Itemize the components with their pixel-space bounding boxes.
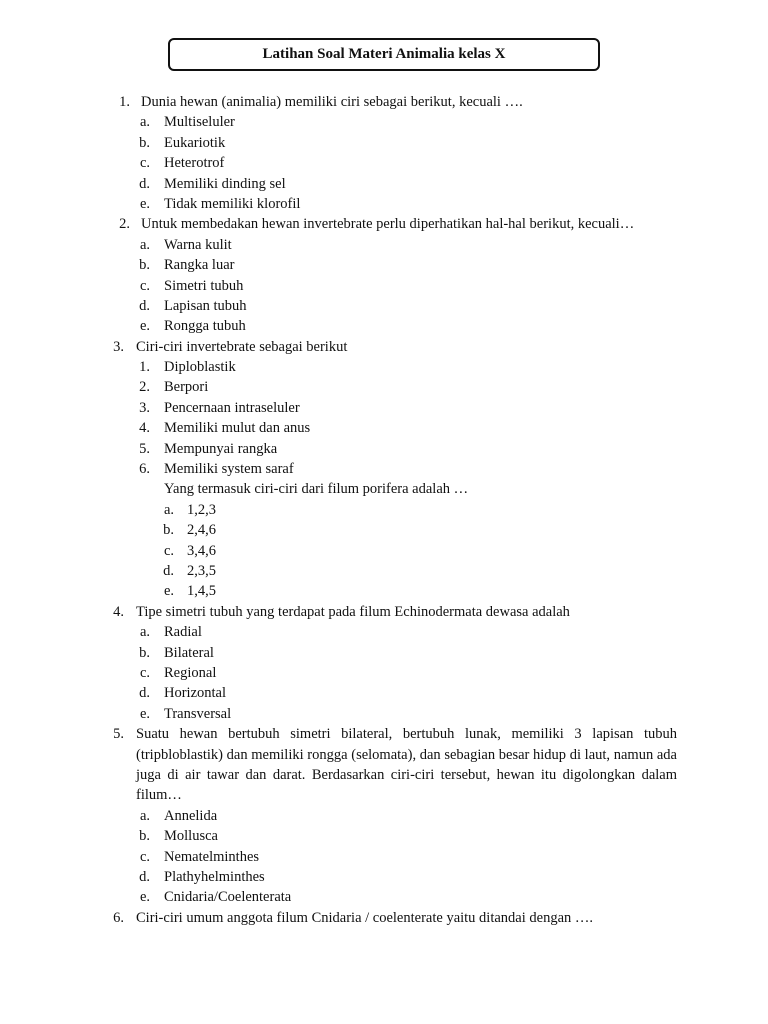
option-label: a. bbox=[139, 624, 150, 641]
option-label: a. bbox=[139, 114, 150, 131]
question-1 bbox=[0, 92, 768, 214]
option-text: Warna kulit bbox=[164, 236, 232, 253]
statement-text: Diploblastik bbox=[164, 359, 236, 376]
statement-item bbox=[0, 377, 768, 397]
option-label: d. bbox=[139, 685, 150, 702]
option-label: b. bbox=[139, 828, 150, 845]
option-label: e. bbox=[139, 318, 150, 335]
option-label: b. bbox=[163, 522, 174, 539]
option-text: 2,3,5 bbox=[187, 562, 216, 579]
option-text: 3,4,6 bbox=[187, 542, 216, 559]
question-number: 2. bbox=[119, 216, 130, 233]
statement-label: 2. bbox=[139, 379, 150, 396]
question-6 bbox=[0, 908, 768, 928]
question-2 bbox=[0, 214, 768, 336]
statement-item bbox=[0, 357, 768, 377]
page-title bbox=[168, 38, 600, 71]
statement-label: 1. bbox=[139, 359, 150, 376]
option-label: e. bbox=[139, 705, 150, 722]
option-item bbox=[0, 133, 768, 153]
option-label: c. bbox=[139, 664, 150, 681]
option-text: Plathyhelminthes bbox=[164, 868, 265, 885]
option-item bbox=[0, 174, 768, 194]
option-label: a. bbox=[139, 236, 150, 253]
option-label: b. bbox=[139, 644, 150, 661]
statement-text: Memiliki system saraf bbox=[164, 461, 294, 478]
question-number: 6. bbox=[113, 909, 124, 926]
question-text: Suatu hewan bertubuh simetri bilateral, bertubuh lunak, memiliki 3 lapisan tubuh (tripbloblastik) dan memiliki rongga (selomata), dan sebagian besar hidup di laut, namun ada juga di air tawar dan darat. Berdasarkan ciri-ciri tersebut, hewan itu digolongkan dalam filum… bbox=[136, 726, 677, 804]
option-item bbox=[0, 561, 768, 581]
question-5 bbox=[0, 724, 768, 908]
question-number: 1. bbox=[119, 94, 130, 110]
option-label: c. bbox=[139, 848, 150, 865]
option-item bbox=[0, 235, 768, 255]
option-item bbox=[0, 296, 768, 316]
statement-text: Pencernaan intraseluler bbox=[164, 399, 300, 416]
option-item bbox=[0, 806, 768, 826]
option-label: c. bbox=[139, 277, 150, 294]
option-text: Tidak memiliki klorofil bbox=[164, 195, 301, 212]
question-number: 4. bbox=[113, 603, 124, 620]
option-text: Lapisan tubuh bbox=[164, 297, 247, 314]
option-item bbox=[0, 316, 768, 336]
option-text: Mollusca bbox=[164, 828, 218, 845]
option-label: c. bbox=[163, 542, 174, 559]
option-item bbox=[0, 643, 768, 663]
page-title-text: Latihan Soal Materi Animalia kelas X bbox=[262, 46, 506, 62]
option-text: Rongga tubuh bbox=[164, 318, 246, 335]
option-item bbox=[0, 153, 768, 173]
question-text: Untuk membedakan hewan invertebrate perlu diperhatikan hal-hal berikut, kecuali… bbox=[141, 216, 635, 233]
option-item bbox=[0, 276, 768, 296]
option-text: Multiseluler bbox=[164, 114, 235, 131]
option-label: a. bbox=[139, 807, 150, 824]
option-text: Rangka luar bbox=[164, 257, 235, 274]
option-item bbox=[0, 847, 768, 867]
option-text: Cnidaria/Coelenterata bbox=[164, 889, 292, 906]
option-text: Bilateral bbox=[164, 644, 214, 661]
option-text: Annelida bbox=[164, 807, 218, 824]
option-text: 1,4,5 bbox=[187, 583, 216, 600]
option-text: Transversal bbox=[164, 705, 232, 722]
option-item bbox=[0, 500, 768, 520]
option-label: e. bbox=[163, 583, 174, 600]
option-item bbox=[0, 704, 768, 724]
option-item bbox=[0, 194, 768, 214]
question-stem bbox=[0, 214, 768, 234]
question-stem bbox=[0, 337, 768, 357]
option-text: 2,4,6 bbox=[187, 522, 216, 539]
option-text: Nematelminthes bbox=[164, 848, 260, 865]
option-item bbox=[0, 622, 768, 642]
statement-label: 3. bbox=[139, 399, 150, 416]
question-stem bbox=[0, 908, 768, 928]
statement-item bbox=[0, 439, 768, 459]
option-label: d. bbox=[139, 297, 150, 314]
option-item bbox=[0, 887, 768, 907]
option-label: e. bbox=[139, 195, 150, 212]
option-item bbox=[0, 663, 768, 683]
option-item bbox=[0, 112, 768, 132]
question-number: 5. bbox=[113, 726, 124, 743]
question-stem bbox=[0, 92, 768, 112]
option-label: c. bbox=[139, 155, 150, 172]
question-text: Ciri-ciri invertebrate sebagai berikut bbox=[136, 338, 348, 355]
option-text: Eukariotik bbox=[164, 134, 226, 151]
option-text: Simetri tubuh bbox=[164, 277, 244, 294]
option-text: Memiliki dinding sel bbox=[164, 175, 286, 192]
option-text: Regional bbox=[164, 664, 217, 681]
prompt-text: Yang termasuk ciri-ciri dari filum porifera adalah … bbox=[164, 481, 469, 498]
question-prompt bbox=[0, 479, 768, 499]
statement-label: 4. bbox=[139, 420, 150, 437]
option-item bbox=[0, 255, 768, 275]
option-label: e. bbox=[139, 889, 150, 906]
statement-item bbox=[0, 398, 768, 418]
statement-item bbox=[0, 418, 768, 438]
question-list bbox=[0, 92, 768, 928]
option-text: Horizontal bbox=[164, 685, 227, 702]
option-label: d. bbox=[139, 868, 150, 885]
option-item bbox=[0, 541, 768, 561]
option-label: d. bbox=[139, 175, 150, 192]
statement-text: Mempunyai rangka bbox=[164, 440, 278, 457]
option-item bbox=[0, 520, 768, 540]
statement-text: Berpori bbox=[164, 379, 209, 396]
option-item bbox=[0, 826, 768, 846]
option-text: 1,2,3 bbox=[187, 501, 216, 518]
question-number: 3. bbox=[113, 338, 124, 355]
question-text: Tipe simetri tubuh yang terdapat pada filum Echinodermata dewasa adalah bbox=[136, 603, 570, 620]
question-stem bbox=[0, 724, 768, 806]
statement-label: 6. bbox=[139, 461, 150, 478]
question-3 bbox=[0, 337, 768, 602]
option-item bbox=[0, 683, 768, 703]
question-text: Ciri-ciri umum anggota filum Cnidaria / coelenterate yaitu ditandai dengan …. bbox=[136, 909, 594, 926]
option-text: Heterotrof bbox=[164, 155, 225, 172]
option-label: a. bbox=[163, 501, 174, 518]
question-stem bbox=[0, 602, 768, 622]
statement-text: Memiliki mulut dan anus bbox=[164, 420, 311, 437]
option-item bbox=[0, 867, 768, 887]
option-label: b. bbox=[139, 134, 150, 151]
question-text: Dunia hewan (animalia) memiliki ciri sebagai berikut, kecuali …. bbox=[141, 94, 523, 110]
option-text: Radial bbox=[164, 624, 202, 641]
option-item bbox=[0, 581, 768, 601]
statement-label: 5. bbox=[139, 440, 150, 457]
option-label: b. bbox=[139, 257, 150, 274]
option-label: d. bbox=[163, 562, 174, 579]
statement-item bbox=[0, 459, 768, 479]
question-4 bbox=[0, 602, 768, 724]
